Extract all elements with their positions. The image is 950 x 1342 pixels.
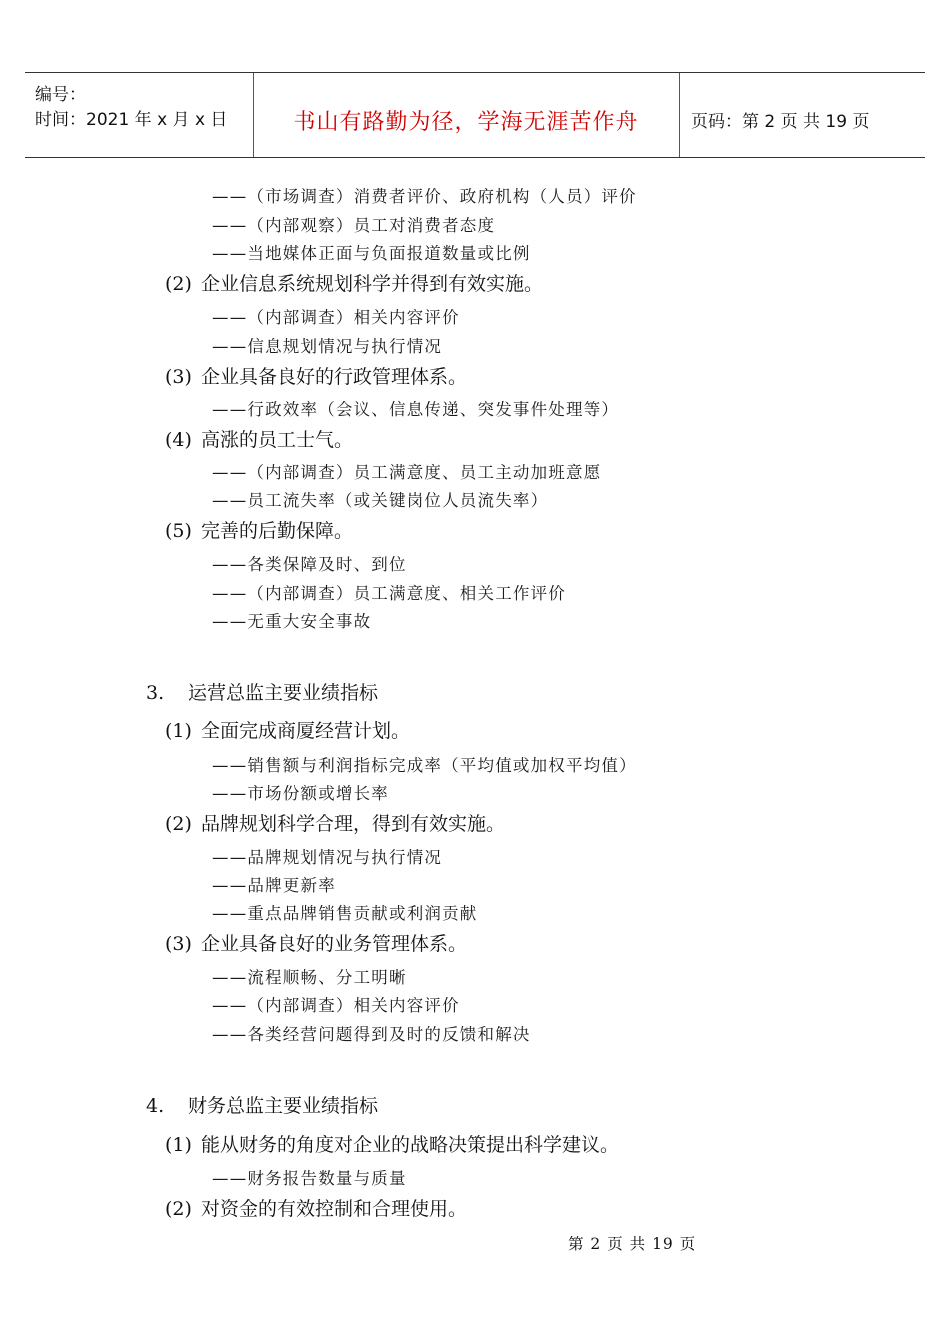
item-number: (5) [165, 520, 192, 542]
item-number: (2) [165, 813, 192, 835]
numbered-item [165, 1130, 619, 1157]
indicator-line: ——财务报告数量与质量 [212, 1169, 407, 1188]
item-number: (2) [165, 1198, 192, 1220]
numbered-item [165, 362, 467, 389]
indicator-line: ——流程顺畅、分工明晰 [212, 968, 407, 987]
document-number-label: 编号： [35, 85, 86, 105]
indicator-line: ——（内部观察）员工对消费者态度 [212, 216, 496, 235]
item-text: 高涨的员工士气。 [201, 429, 354, 451]
section-title: 财务总监主要业绩指标 [188, 1095, 379, 1117]
indicator-line: ——员工流失率（或关键岗位人员流失率） [212, 491, 549, 510]
indicator-line: ——市场份额或增长率 [212, 784, 389, 803]
numbered-item [165, 929, 467, 956]
section-title: 运营总监主要业绩指标 [188, 682, 379, 704]
numbered-item [165, 516, 353, 543]
item-text: 能从财务的角度对企业的战略决策提出科学建议。 [201, 1134, 620, 1156]
item-text: 全面完成商厦经营计划。 [201, 720, 411, 742]
section-heading [146, 678, 378, 705]
indicator-line: ——各类保障及时、到位 [212, 555, 407, 574]
indicator-line: ——当地媒体正面与负面报道数量或比例 [212, 244, 531, 263]
item-text: 企业信息系统规划科学并得到有效实施。 [201, 273, 544, 295]
indicator-line: ——（内部调查）相关内容评价 [212, 308, 460, 327]
document-date-label: 时间：2021 年 x 月 x 日 [35, 110, 228, 130]
indicator-line: ——品牌更新率 [212, 876, 336, 895]
item-text: 品牌规划科学合理，得到有效实施。 [201, 813, 506, 835]
item-text: 完善的后勤保障。 [201, 520, 354, 542]
item-number: (3) [165, 366, 192, 388]
indicator-line: ——无重大安全事故 [212, 612, 372, 631]
numbered-item [165, 809, 505, 836]
item-number: (4) [165, 429, 192, 451]
item-number: (1) [165, 720, 192, 742]
indicator-line: ——信息规划情况与执行情况 [212, 337, 443, 356]
indicator-line: ——（内部调查）员工满意度、员工主动加班意愿 [212, 463, 602, 482]
indicator-line: ——（内部调查）相关内容评价 [212, 996, 460, 1015]
motto-text: 书山有路勤为径，学海无涯苦作舟 [293, 110, 639, 135]
item-number: (3) [165, 933, 192, 955]
item-text: 企业具备良好的行政管理体系。 [201, 366, 468, 388]
numbered-item [165, 1194, 467, 1221]
indicator-line: ——品牌规划情况与执行情况 [212, 848, 443, 867]
indicator-line: ——重点品牌销售贡献或利润贡献 [212, 904, 478, 923]
item-number: (2) [165, 273, 192, 295]
indicator-line: ——销售额与利润指标完成率（平均值或加权平均值） [212, 756, 637, 775]
section-heading [146, 1091, 378, 1118]
numbered-item [165, 716, 410, 743]
item-number: (1) [165, 1134, 192, 1156]
item-text: 企业具备良好的业务管理体系。 [201, 933, 468, 955]
section-number: 4. [146, 1095, 165, 1117]
indicator-line: ——行政效率（会议、信息传递、突发事件处理等） [212, 400, 620, 419]
indicator-line: ——各类经营问题得到及时的反馈和解决 [212, 1025, 531, 1044]
indicator-line: ——（内部调查）员工满意度、相关工作评价 [212, 584, 566, 603]
indicator-line: ——（市场调查）消费者评价、政府机构（人员）评价 [212, 187, 637, 206]
page-footer: 第 2 页 共 19 页 [568, 1235, 697, 1253]
numbered-item [165, 425, 353, 452]
item-text: 对资金的有效控制和合理使用。 [201, 1198, 468, 1220]
page-code-label: 页码：第 2 页 共 19 页 [691, 112, 870, 132]
numbered-item [165, 269, 543, 296]
section-number: 3. [146, 682, 165, 704]
